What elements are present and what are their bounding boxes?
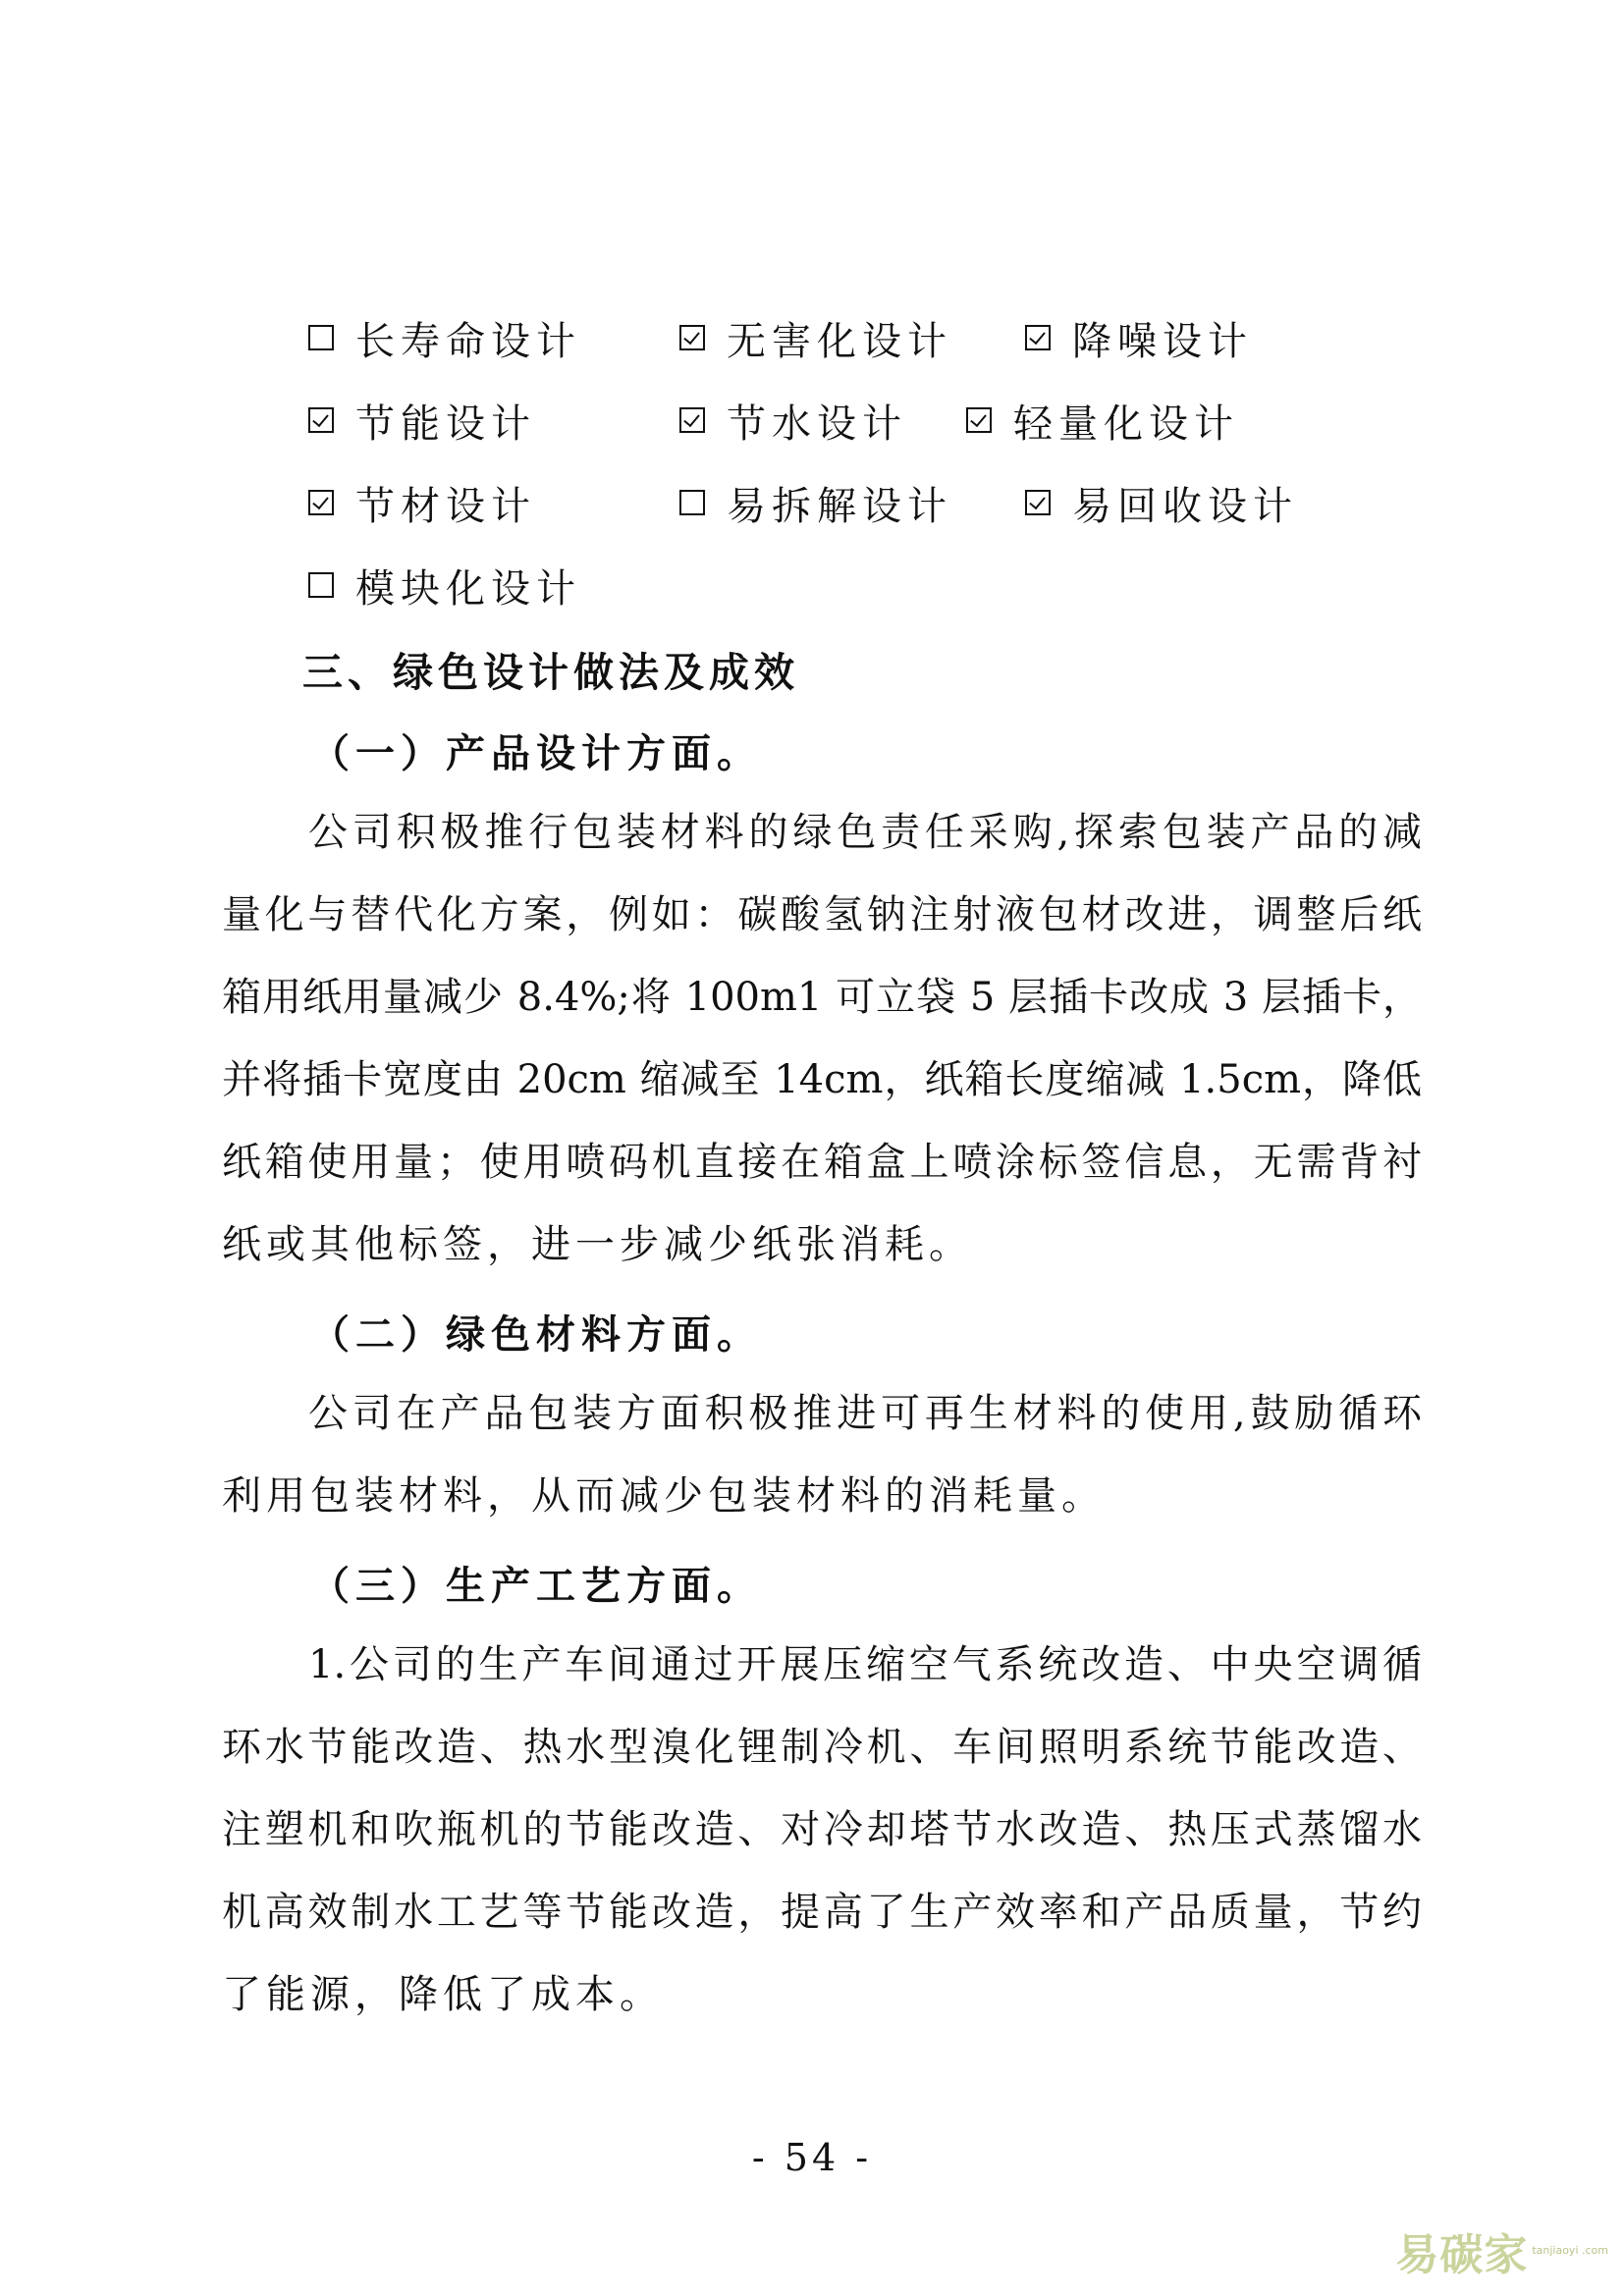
watermark-logo xyxy=(1395,2219,1608,2282)
checkbox-checked-icon xyxy=(1025,325,1051,350)
paragraph-line: 注塑机和吹瓶机的节能改造、对冷却塔节水改造、热压式蒸馏水 xyxy=(222,1807,1422,1852)
paragraph-line: 了能源，降低了成本。 xyxy=(222,1972,664,2017)
checkbox-lightweight-design[interactable] xyxy=(966,391,1239,450)
checkbox-long-life-design[interactable] xyxy=(308,308,581,367)
checkbox-label: 无害化设计 xyxy=(727,318,952,364)
checkbox-label: 长寿命设计 xyxy=(355,318,581,364)
paragraph-line: 公司在产品包装方面积极推进可再生材料的使用,鼓励循环 xyxy=(308,1391,1422,1436)
checkbox-energy-saving-design[interactable] xyxy=(308,391,536,450)
checkbox-row-2 xyxy=(0,391,1624,450)
section-heading: 三、绿色设计做法及成效 xyxy=(302,649,799,696)
page-number: - 54 - xyxy=(751,2136,873,2179)
watermark-url: tanjiaoyi .com xyxy=(1532,2244,1608,2257)
checkbox-label: 易拆解设计 xyxy=(727,483,952,529)
subsection-heading-product-design: （一）产品设计方面。 xyxy=(310,731,762,776)
paragraph-line: 机高效制水工艺等节能改造，提高了生产效率和产品质量，节约 xyxy=(222,1890,1422,1935)
checkbox-water-saving-design[interactable] xyxy=(679,391,907,450)
paragraph-line: 1.公司的生产车间通过开展压缩空气系统改造、中央空调循 xyxy=(308,1642,1422,1687)
paragraph-line: 纸箱使用量；使用喷码机直接在箱盒上喷涂标签信息，无需背衬 xyxy=(222,1140,1422,1185)
checkbox-row-3 xyxy=(0,473,1624,532)
checkbox-label: 模块化设计 xyxy=(355,565,581,612)
checkbox-label: 节水设计 xyxy=(727,400,907,447)
checkbox-label: 降噪设计 xyxy=(1072,318,1253,364)
paragraph-line: 纸或其他标签，进一步减少纸张消耗。 xyxy=(222,1222,973,1267)
checkbox-easy-recycling-design[interactable] xyxy=(1025,473,1298,532)
checkbox-checked-icon xyxy=(1025,490,1051,515)
checkbox-noise-reduction-design[interactable] xyxy=(1025,308,1253,367)
paragraph-production-process xyxy=(222,1624,1422,2036)
checkbox-checked-icon xyxy=(308,407,334,433)
paragraph-line: 箱用纸用量减少 8.4%;将 100m1 可立袋 5 层插卡改成 3 层插卡， xyxy=(222,975,1422,1020)
checkbox-label: 易回收设计 xyxy=(1072,483,1298,529)
checkbox-unchecked-icon xyxy=(679,490,705,515)
paragraph-product-design xyxy=(222,791,1422,1286)
checkbox-row-1 xyxy=(0,308,1624,367)
paragraph-line: 利用包装材料，从而减少包装材料的消耗量。 xyxy=(222,1473,1106,1519)
paragraph-line: 并将插卡宽度由 20cm 缩减至 14cm，纸箱长度缩减 1.5cm，降低 xyxy=(222,1057,1422,1102)
checkbox-label: 轻量化设计 xyxy=(1013,400,1239,447)
subsection-heading-green-materials: （二）绿色材料方面。 xyxy=(310,1312,762,1358)
paragraph-line: 环水节能改造、热水型溴化锂制冷机、车间照明系统节能改造、 xyxy=(222,1725,1422,1770)
paragraph-line: 量化与替代化方案，例如：碳酸氢钠注射液包材改进，调整后纸 xyxy=(222,892,1422,937)
checkbox-row-4 xyxy=(0,556,1624,614)
checkbox-checked-icon xyxy=(308,490,334,515)
checkbox-unchecked-icon xyxy=(308,325,334,350)
checkbox-checked-icon xyxy=(679,325,705,350)
checkbox-harmless-design[interactable] xyxy=(679,308,952,367)
checkbox-checked-icon xyxy=(679,407,705,433)
watermark-text: 易碳家 xyxy=(1395,2230,1529,2280)
checkbox-easy-disassembly-design[interactable] xyxy=(679,473,952,532)
paragraph-line: 公司积极推行包装材料的绿色责任采购,探索包装产品的减 xyxy=(308,810,1422,855)
checkbox-checked-icon xyxy=(966,407,992,433)
checkbox-modular-design[interactable] xyxy=(308,556,581,614)
checkbox-material-saving-design[interactable] xyxy=(308,473,536,532)
paragraph-green-materials xyxy=(222,1372,1422,1537)
checkbox-unchecked-icon xyxy=(308,572,334,598)
checkbox-label: 节能设计 xyxy=(355,400,536,447)
subsection-heading-production-process: （三）生产工艺方面。 xyxy=(310,1564,762,1609)
checkbox-label: 节材设计 xyxy=(355,483,536,529)
